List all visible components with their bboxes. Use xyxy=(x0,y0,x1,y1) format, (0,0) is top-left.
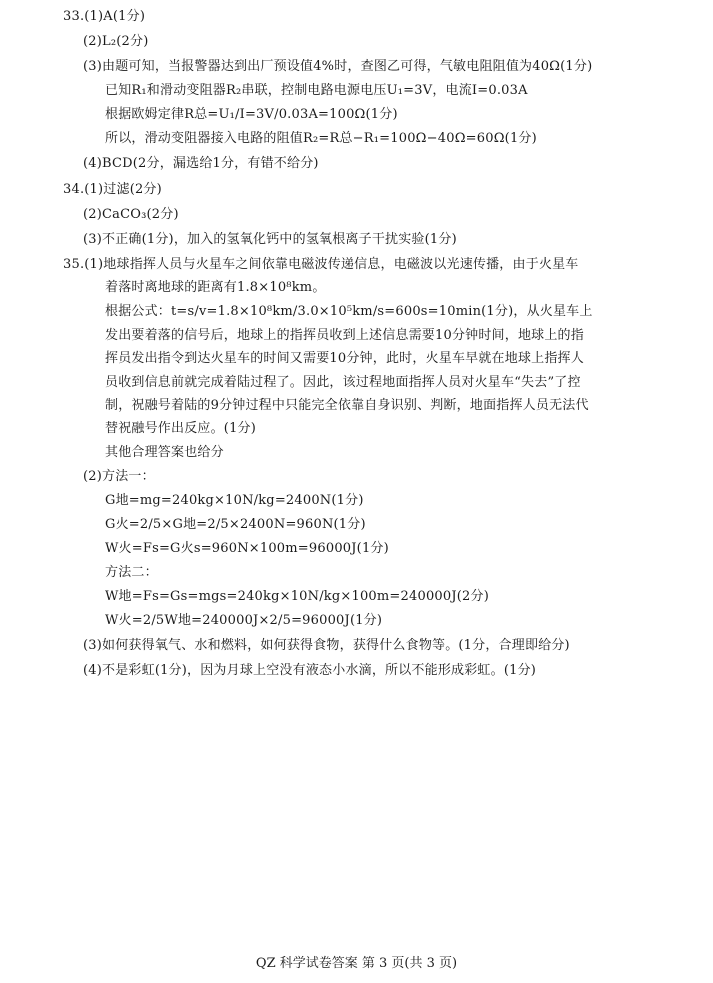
q35-1-line4: 发出要着落的信号后，地球上的指挥员收到上述信息需要10分钟时间，地球上的指 xyxy=(105,328,584,343)
q35-1-line7: 制，祝融号着陆的9分钟过程中只能完全依靠自身识别、判断，地面指挥人员无法代 xyxy=(105,398,589,413)
q33-3-line4: 所以，滑动变阻器接入电路的阻值R₂=R总−R₁=100Ω−40Ω=60Ω(1分) xyxy=(105,131,537,146)
q35-1: 35.(1)地球指挥人员与火星车之间依靠电磁波传递信息，电磁波以光速传播，由于火星车 xyxy=(63,257,579,272)
q33-4: (4)BCD(2分，漏选给1分，有错不给分) xyxy=(83,156,319,171)
q35-1-line6: 员收到信息前就完成着陆过程了。因此，该过程地面指挥人员对火星车“失去”了控 xyxy=(105,375,581,390)
q35-1-note: 其他合理答案也给分 xyxy=(105,445,224,460)
page-footer: QZ 科学试卷答案 第 3 页(共 3 页) xyxy=(255,956,458,971)
q35-1-line8: 替祝融号作出反应。(1分) xyxy=(105,421,257,436)
q34-1: 34.(1)过滤(2分) xyxy=(63,182,162,197)
q35-1-line3: 根据公式：t=s/v=1.8×10⁸km/3.0×10⁵km/s=600s=10min(1分)，从火星车上 xyxy=(105,304,593,319)
q35-2-m1-line3: W火=Fs=G火s=960N×100m=96000J(1分) xyxy=(105,541,389,556)
q33-1: 33.(1)A(1分) xyxy=(63,9,146,24)
q35-1-line5: 挥员发出指令到达火星车的时间又需要10分钟，此时，火星车早就在地球上指挥人 xyxy=(105,351,584,366)
q35-2-method2: 方法二： xyxy=(105,565,158,580)
q33-3: (3)由题可知，当报警器达到出厂预设值4%时，查图乙可得，气敏电阻阻值为40Ω(1分) xyxy=(83,59,593,74)
q35-2: (2)方法一： xyxy=(83,469,155,484)
q35-1-line2: 着落时离地球的距离有1.8×10⁸km。 xyxy=(105,280,326,295)
q35-2-m1-line2: G火=2/5×G地=2/5×2400N=960N(1分) xyxy=(105,517,366,532)
q35-2-m2-line2: W火=2/5W地=240000J×2/5=96000J(1分) xyxy=(105,613,383,628)
q35-3: (3)如何获得氧气、水和燃料，如何获得食物，获得什么食物等。(1分，合理即给分) xyxy=(83,638,570,653)
q33-2: (2)L₂(2分) xyxy=(83,34,149,49)
q35-2-m2-line1: W地=Fs=Gs=mgs=240kg×10N/kg×100m=240000J(2分) xyxy=(105,589,489,604)
q35-4: (4)不是彩虹(1分)，因为月球上空没有液态小水滴，所以不能形成彩虹。(1分) xyxy=(83,663,537,678)
q33-3-line3: 根据欧姆定律R总=U₁/I=3V/0.03A=100Ω(1分) xyxy=(105,107,398,122)
q33-3-line2: 已知R₁和滑动变阻器R₂串联，控制电路电源电压U₁=3V，电流I=0.03A xyxy=(105,83,528,98)
q34-3: (3)不正确(1分)，加入的氢氧化钙中的氢氧根离子干扰实验(1分) xyxy=(83,232,457,247)
q35-2-m1-line1: G地=mg=240kg×10N/kg=2400N(1分) xyxy=(105,493,364,508)
q34-2: (2)CaCO₃(2分) xyxy=(83,207,179,222)
